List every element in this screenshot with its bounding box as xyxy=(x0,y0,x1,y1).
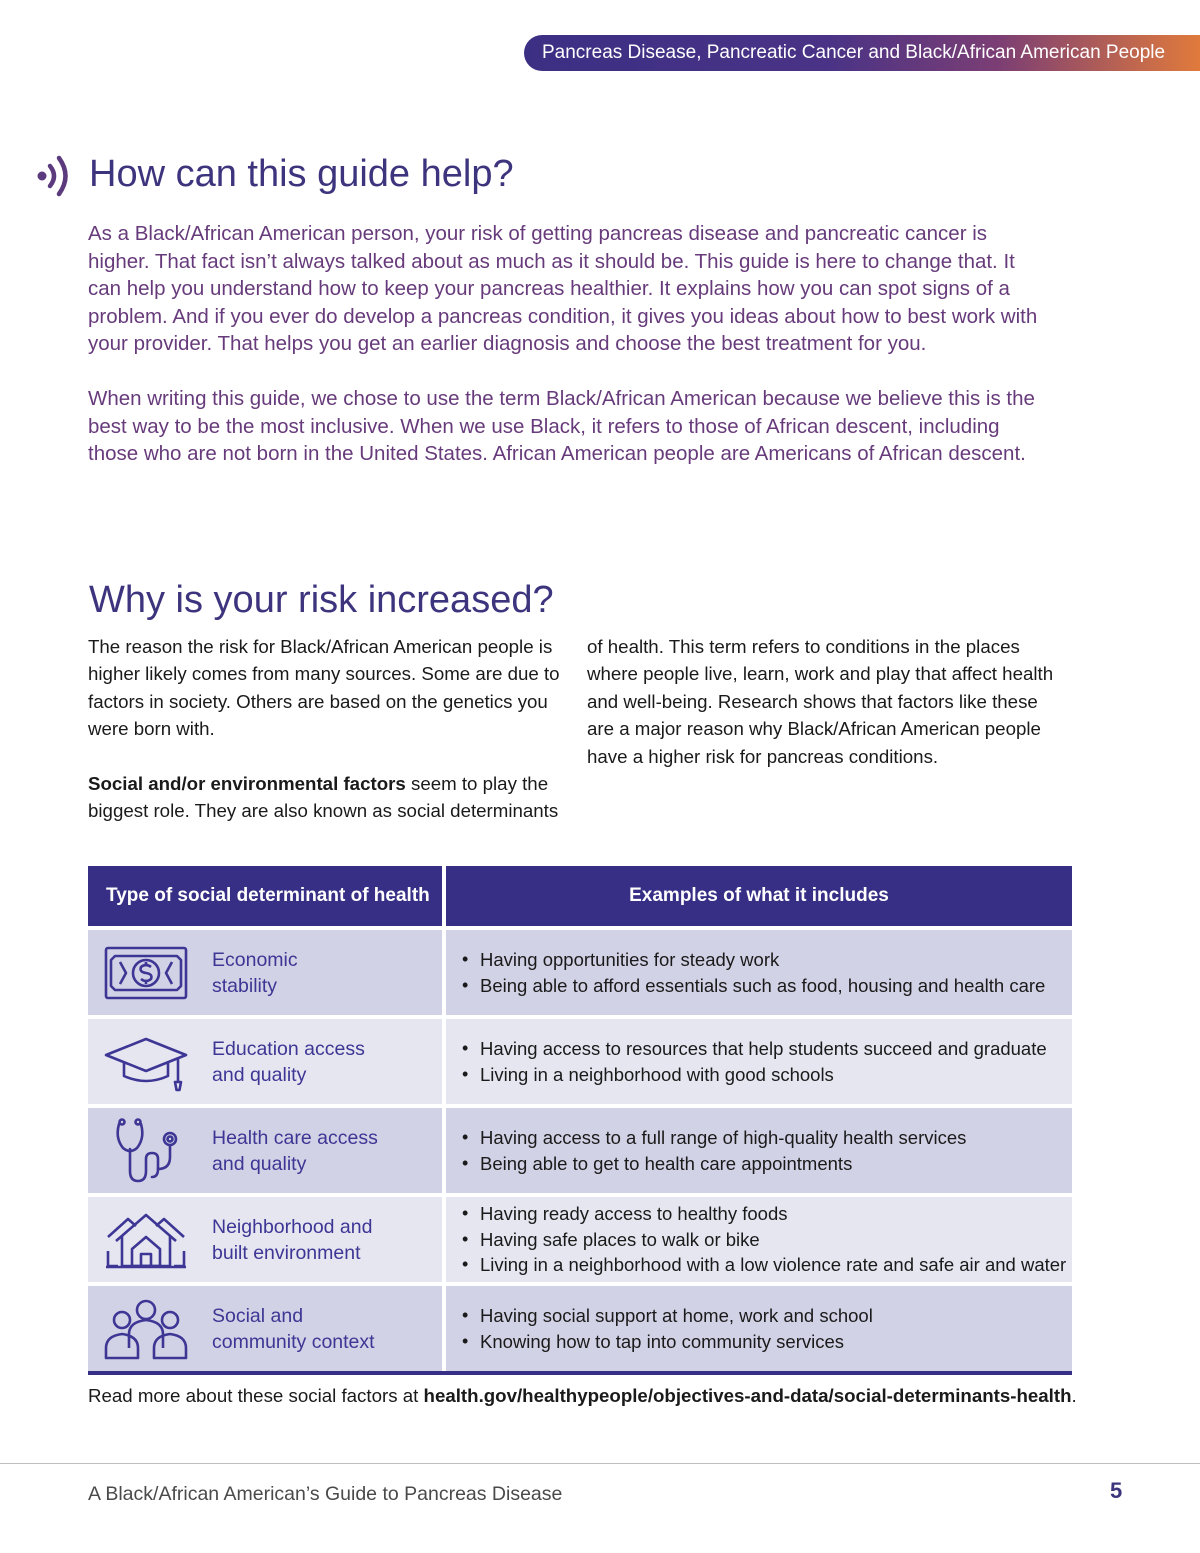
type-cell xyxy=(88,1195,444,1284)
list-item: • Being able to get to health care appointments xyxy=(462,1151,1072,1177)
header-band: Pancreas Disease, Pancreatic Cancer and Black/African American People xyxy=(524,35,1200,71)
examples-cell xyxy=(444,1017,1072,1106)
sound-waves-icon xyxy=(34,150,76,202)
examples-cell xyxy=(444,1106,1072,1195)
type-label-line: Health care access xyxy=(212,1126,378,1149)
list-item: • Having ready access to healthy foods xyxy=(462,1201,1072,1227)
determinants-table xyxy=(88,866,1072,1375)
type-cell xyxy=(88,1284,444,1373)
list-item: • Having access to resources that help students succeed and graduate xyxy=(462,1036,1072,1062)
page-number: 5 xyxy=(1110,1478,1123,1503)
risk-paragraph-text: seem to play the biggest role. They are also known as social determinants xyxy=(88,773,559,822)
type-label-line: and quality xyxy=(212,1152,307,1175)
footer-title: A Black/African American’s Guide to Pancreas Disease xyxy=(88,1483,563,1505)
intro-paragraph: As a Black/African American person, your risk of getting pancreas disease and pancreatic cancer is higher. That fact isn’t always talked about as much as it should be. This guide is here to change that. It can help you understand how to keep your pancreas healthier. It explains how you can spot signs of a problem. And if you ever do develop a pancreas condition, it gives you ideas about how to best work with your provider. That helps you get an earlier diagnosis and choose the best treatment for you. xyxy=(88,222,1038,355)
section-title-guide: How can this guide help? xyxy=(89,153,514,195)
stethoscope-icon xyxy=(102,1116,190,1186)
risk-paragraph: of health. This term refers to conditions in the places where people live, learn, work and play that affect health and well-being. Research shows that factors like these are a major reason why Black/African American people have a higher risk for pancreas conditions. xyxy=(587,636,1054,767)
type-label-line: stability xyxy=(212,974,278,997)
list-item: • Having access to a full range of high-quality health services xyxy=(462,1125,1072,1151)
table-row xyxy=(88,928,1072,1017)
people-group-icon xyxy=(102,1294,190,1364)
type-label-line: Education access xyxy=(212,1037,365,1060)
list-item: • Having safe places to walk or bike xyxy=(462,1227,1072,1253)
list-item: • Living in a neighborhood with good schools xyxy=(462,1062,1072,1088)
table-row xyxy=(88,1195,1072,1284)
type-label-line: Economic xyxy=(212,948,298,971)
table-row xyxy=(88,1017,1072,1106)
list-item: • Having social support at home, work and school xyxy=(462,1303,1072,1329)
examples-cell xyxy=(444,928,1072,1017)
graduation-cap-icon xyxy=(102,1027,190,1097)
type-label-line: and quality xyxy=(212,1063,307,1086)
table-row xyxy=(88,1284,1072,1373)
risk-paragraph xyxy=(88,770,570,825)
read-more-link[interactable]: health.gov/healthypeople/objectives-and-data/social-determinants-health xyxy=(423,1385,1072,1406)
read-more-note xyxy=(88,1382,1077,1409)
houses-icon xyxy=(102,1205,190,1275)
type-label-line: community context xyxy=(212,1330,375,1353)
footer-divider xyxy=(0,1463,1200,1464)
read-more-text: Read more about these social factors at xyxy=(88,1385,424,1406)
bold-term: Social and/or environmental factors xyxy=(88,773,406,795)
table-row xyxy=(88,1106,1072,1195)
money-icon xyxy=(102,938,190,1008)
intro-paragraph: When writing this guide, we chose to use the term Black/African American because we believe this is the best way to be the most inclusive. When we use Black, it refers to those of African descent, including those who are not born in the United States. African American people are Americans of African descent. xyxy=(88,387,1035,465)
risk-column-left xyxy=(88,633,570,825)
type-cell xyxy=(88,928,444,1017)
list-item: • Having opportunities for steady work xyxy=(462,947,1072,973)
list-item: • Being able to afford essentials such as food, housing and health care xyxy=(462,973,1072,999)
table-header-type: Type of social determinant of health xyxy=(88,866,444,928)
type-cell xyxy=(88,1017,444,1106)
list-item: • Living in a neighborhood with a low violence rate and safe air and water xyxy=(462,1252,1072,1278)
read-more-suffix: . xyxy=(1071,1385,1077,1406)
section-title-risk: Why is your risk increased? xyxy=(89,579,554,621)
type-label-line: built environment xyxy=(212,1241,361,1264)
table-header-examples: Examples of what it includes xyxy=(444,866,1072,928)
examples-cell xyxy=(444,1195,1072,1284)
risk-paragraph: The reason the risk for Black/African American people is higher likely comes from many sources. Some are due to factors in society. Others are based on the genetics you were born with. xyxy=(88,636,560,740)
risk-column-right xyxy=(587,633,1067,770)
examples-cell xyxy=(444,1284,1072,1373)
type-cell xyxy=(88,1106,444,1195)
type-label-line: Social and xyxy=(212,1304,304,1327)
type-label-line: Neighborhood and xyxy=(212,1215,373,1238)
list-item: • Knowing how to tap into community services xyxy=(462,1329,1072,1355)
